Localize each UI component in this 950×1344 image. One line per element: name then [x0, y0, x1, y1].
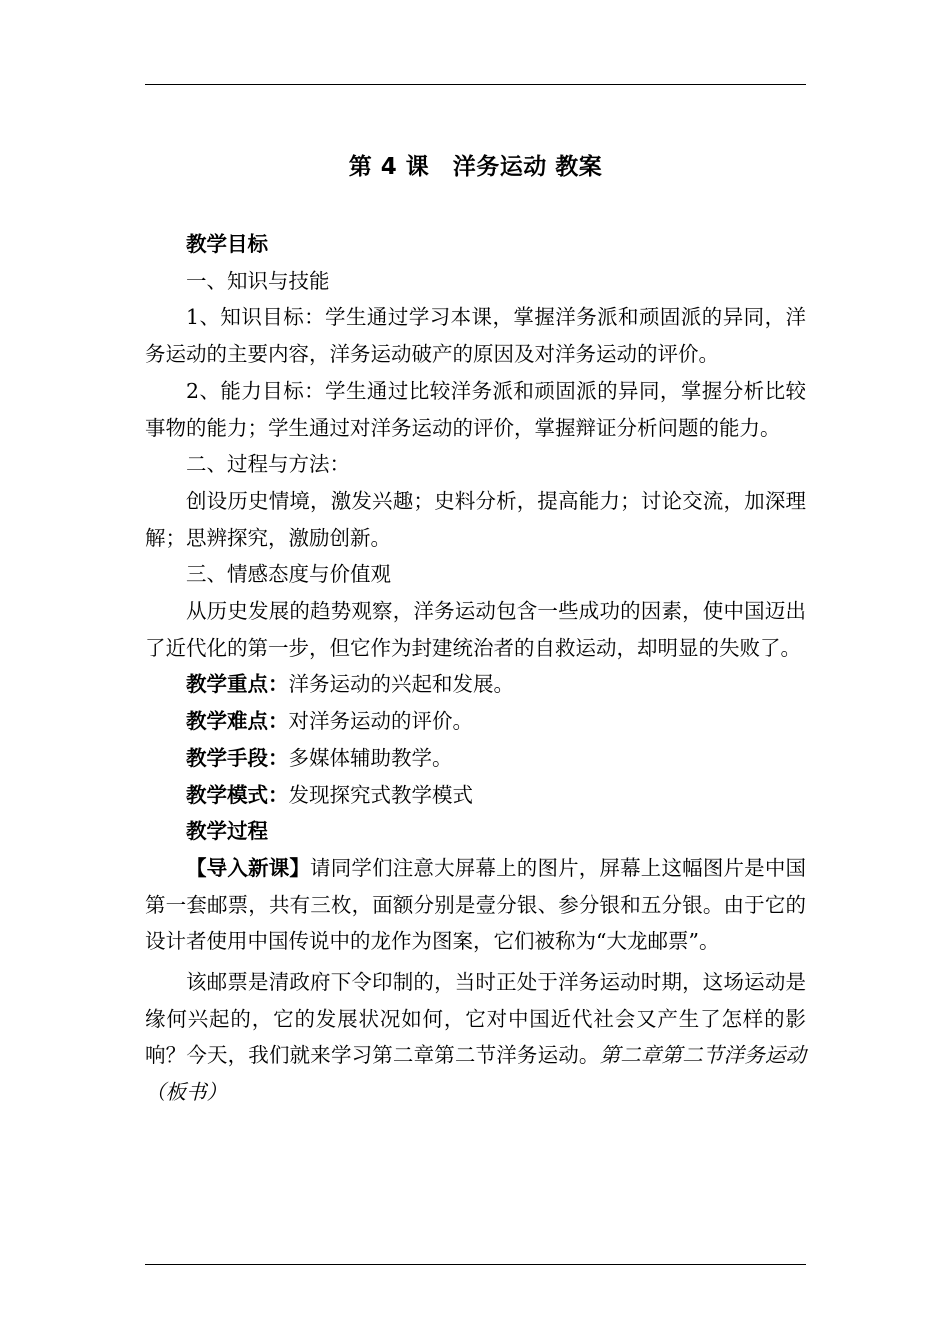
process-heading: 教学过程	[186, 819, 268, 844]
teaching-means	[145, 740, 806, 777]
closing-paragraph	[145, 964, 806, 1111]
document-title: 第 4 课 洋务运动 教案	[348, 154, 603, 180]
teaching-mode-label: 教学模式：	[186, 782, 289, 807]
goals-heading: 教学目标	[186, 232, 268, 256]
values-text: 从历史发展的趋势观察，洋务运动包含一些成功的因素，使中国迈出了近代化的第一步，但它作为封建统治者的自救运动，却明显的失败了。	[145, 599, 806, 660]
board-note: 第二章第二节洋务运动（板书）	[145, 1043, 807, 1105]
intro-text: 请同学们注意大屏幕上的图片，屏幕上这幅图片是中国第一套邮票，共有三枚，面额分别是壹分银、参分银和五分银。由于它的设计者使用中国传说中的龙作为图案，它们被称为“大龙邮票”。	[145, 855, 807, 954]
intro-label: 【导入新课】	[186, 855, 311, 880]
closing-text: 该邮票是清政府下令印制的，当时正处于洋务运动时期，这场运动是缘何兴起的，它的发展状况如何，它对中国近代社会又产生了怎样的影响？今天，我们就来学习第二章第二节洋务运动。	[145, 970, 806, 1068]
difficulty	[145, 703, 806, 740]
teaching-mode	[145, 777, 806, 814]
footer-rule	[145, 1264, 806, 1265]
key-point	[145, 666, 806, 703]
document-body	[145, 226, 806, 1111]
key-point-text: 洋务运动的兴起和发展。	[288, 672, 514, 697]
difficulty-label: 教学难点：	[186, 709, 289, 734]
intro-paragraph	[145, 850, 806, 960]
process-text: 创设历史情境，激发兴趣；史料分析，提高能力；讨论交流，加深理解；思辨探究，激励创新。	[145, 488, 806, 550]
teaching-means-text: 多媒体辅助教学。	[288, 745, 453, 770]
knowledge-goal: 1、知识目标：学生通过学习本课，掌握洋务派和顽固派的异同，洋务运动的主要内容，洋务运动破产的原因及对洋务运动的评价。	[145, 305, 806, 367]
section2-heading: 二、过程与方法：	[186, 452, 350, 477]
teaching-mode-text: 发现探究式教学模式	[288, 782, 473, 807]
section1-heading: 一、知识与技能	[186, 268, 330, 293]
header-rule	[145, 84, 806, 85]
section3-heading: 三、情感态度与价值观	[186, 562, 391, 587]
ability-goal: 2、能力目标：学生通过比较洋务派和顽固派的异同，掌握分析比较事物的能力；学生通过对洋务运动的评价，掌握辩证分析问题的能力。	[145, 378, 806, 440]
teaching-means-label: 教学手段：	[186, 745, 289, 770]
key-point-label: 教学重点：	[186, 672, 289, 697]
difficulty-text: 对洋务运动的评价。	[288, 709, 473, 734]
